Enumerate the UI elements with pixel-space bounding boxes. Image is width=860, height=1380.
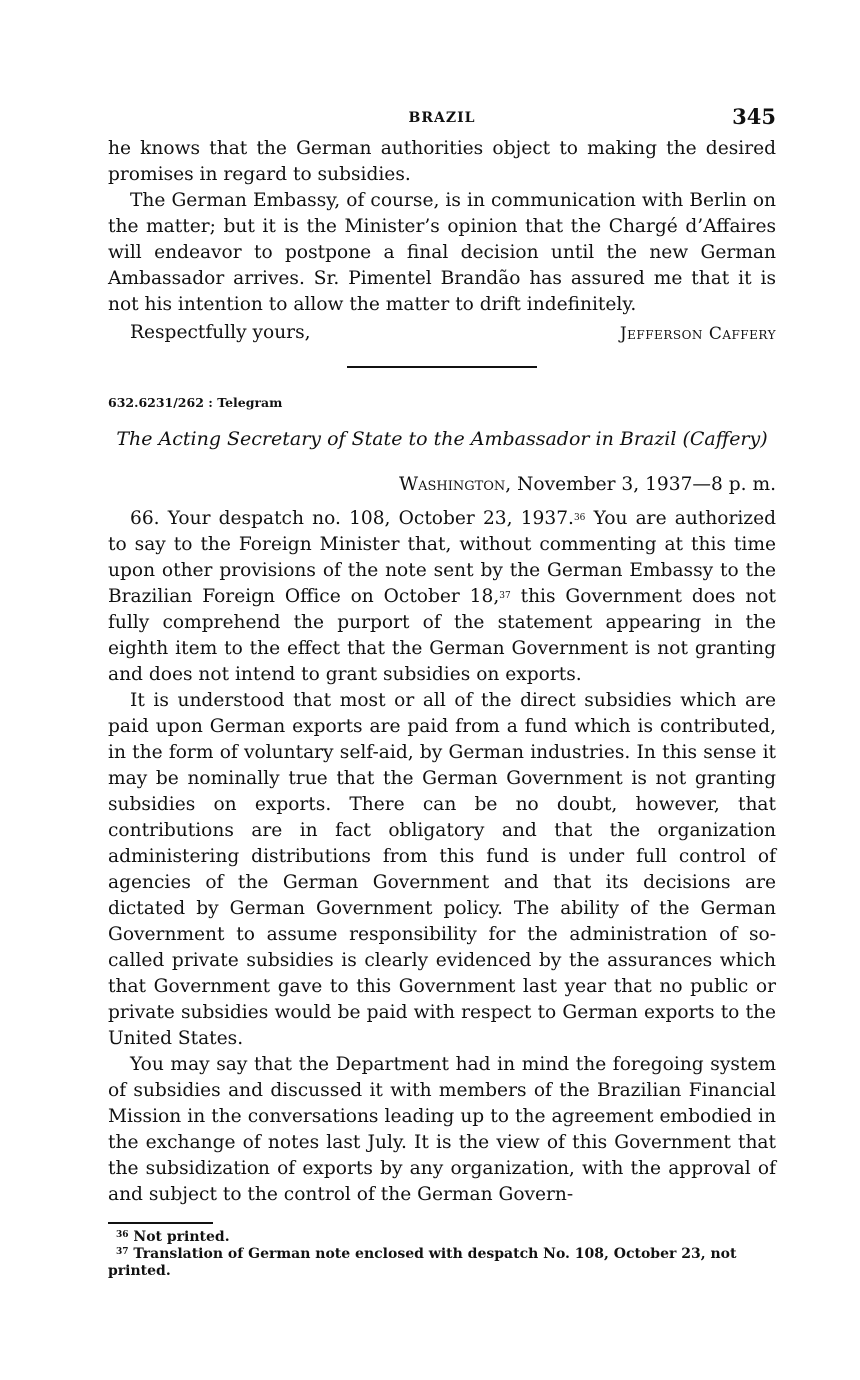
footnote-ref-36[interactable]: 36 — [573, 513, 586, 523]
file-reference: 632.6231/262 : Telegram — [108, 395, 283, 410]
page-body — [108, 136, 776, 1208]
intro-paragraph-2: The German Embassy, of course, is in communication with Berlin on the matter; but it is the Minister’s opinion that the Chargé d’Affaires will endeavor to postpone a final decision until the new German Ambassador arrives. Sr. Pimentel Brandão has assured me that it is not his intention to allow the matter to drift indefinitely. — [108, 190, 776, 315]
telegram-paragraph-1-a: 66. Your despatch no. 108, October 23, 1937. — [130, 508, 574, 529]
signoff — [108, 320, 776, 346]
signature: Jefferson Caffery — [619, 324, 776, 344]
footnote-mark: 37 — [116, 1247, 129, 1257]
intro-paragraph-1: he knows that the German authorities object to making the desired promises in regard to subsidies. — [108, 138, 776, 185]
footnote-mark: 36 — [116, 1230, 129, 1240]
running-head: BRAZIL — [408, 110, 476, 126]
footnotes — [108, 1230, 776, 1279]
footnote-divider — [108, 1222, 213, 1224]
footnote-text: Not printed. — [133, 1229, 230, 1245]
dateline-date: , November 3, 1937—8 p. m. — [505, 474, 776, 495]
footnote-ref-37[interactable]: 37 — [499, 591, 511, 601]
telegram-paragraph-2: It is understood that most or all of the direct subsidies which are paid upon German exports are paid from a fund which is contributed, in the form of voluntary self-aid, by German industries. In this sense it may be nominally true that the German Government is not granting subsidies on exports. There can be no doubt, however, that contributions are in fact obligatory and that the organization administering distributions from this fund is under full control of agencies of the German Government and that its decisions are dictated by German Government policy. The ability of the German Government to assume responsibility for the administration of so-called private subsidies is clearly evidenced by the assurances which that Government gave to this Government last year that no public or private subsidies would be paid with respect to German exports to the United States. — [108, 690, 776, 1049]
dateline-place: Washington — [398, 474, 506, 495]
telegram-paragraph-3: You may say that the Department had in mind the foregoing system of subsidies and discussed it with members of the Brazilian Financial Mission in the conversations leading up to the agreement embodied in the exchange of notes last July. It is the view of this Government that the subsidization of exports by any organization, with the approval of and subject to the control of the German Govern- — [108, 1054, 776, 1205]
document-title: The Acting Secretary of State to the Ambassador in Brazil (Caffery) — [116, 428, 768, 450]
footnote-36 — [108, 1230, 776, 1247]
page-header — [108, 100, 776, 136]
dateline — [108, 472, 776, 498]
telegram-paragraph-1-b: You are authorized to say to the Foreign Minister that, without commenting at this time upon other provisions of the note sent by the German Embassy to the Brazilian Foreign Office on October 18, — [108, 508, 777, 607]
closing: Respectfully yours, — [130, 322, 311, 343]
footnote-text: Translation of German note enclosed with despatch No. 108, October 23, not printed. — [108, 1246, 737, 1279]
footnote-37 — [108, 1247, 776, 1279]
page-number: 345 — [732, 104, 776, 129]
document-page — [108, 100, 776, 1279]
telegram-paragraph-1-c: this Government does not fully comprehend the purport of the statement appearing in the eighth item to the effect that the German Government is not granting and does not intend to grant subsidies on exports. — [108, 586, 776, 685]
telegram-paragraph-1 — [108, 506, 776, 688]
section-divider — [347, 366, 537, 368]
